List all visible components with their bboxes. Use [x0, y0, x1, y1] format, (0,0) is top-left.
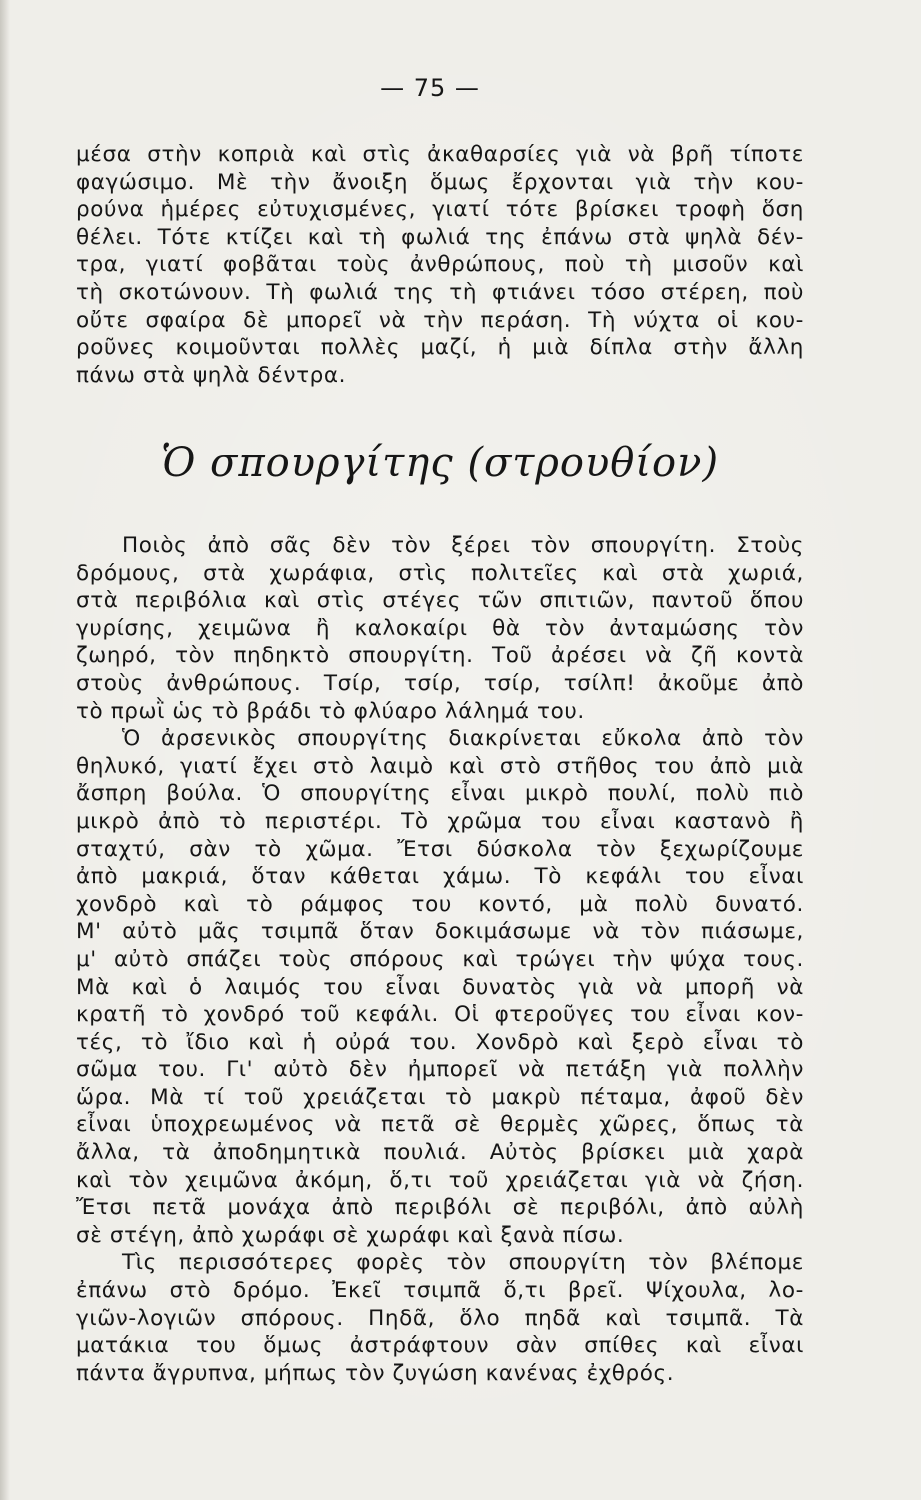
text-line: θηλυκό, γιατί ἔχει στὸ λαιμὸ καὶ στὸ στῆθος του ἀπὸ μιὰ — [76, 753, 804, 779]
text-line: χονδρὸ καὶ τὸ ράμφος του κοντό, μὰ πολὺ δυνατό. — [76, 891, 804, 917]
text-line: ἀπὸ μακριά, ὅταν κάθεται χάμω. Τὸ κεφάλι του εἶναι — [76, 864, 804, 890]
text-line: σὲ στέγη, ἀπὸ χωράφι σὲ χωράφι καὶ ξανὰ πίσω. — [76, 1222, 625, 1248]
text-line: τρα, γιατί φοβᾶται τοὺς ἀνθρώπους, ποὺ τὴ μισοῦν καὶ — [76, 252, 804, 278]
top-paragraph — [76, 141, 804, 389]
text-line: Μ' αὐτὸ μᾶς τσιμπᾶ ὅταν δοκιμάσωμε νὰ τὸν πιάσωμε, — [76, 919, 804, 945]
text-line: ὥρα. Μὰ τί τοῦ χρειάζεται τὸ μακρὺ πέταμα, ἀφοῦ δὲν — [76, 1084, 804, 1110]
text-line: πάντα ἄγρυπνα, μήπως τὸν ζυγώση κανένας ἐχθρός. — [76, 1360, 675, 1386]
text-line: γιῶν-λογιῶν σπόρους. Πηδᾶ, ὅλο πηδᾶ καὶ τσιμπᾶ. Τὰ — [76, 1305, 804, 1331]
text-line: κρατῆ τὸ χονδρό τοῦ κεφάλι. Οἱ φτεροῦγες του εἶναι κον- — [76, 1002, 804, 1028]
text-line: εἶναι ὑποχρεωμένος νὰ πετᾶ σὲ θερμὲς χῶρες, ὅπως τὰ — [76, 1112, 804, 1138]
text-line: τὸ πρωῒ ὡς τὸ βράδι τὸ φλύαρο λάλημά του. — [76, 698, 585, 724]
text-line: σῶμα του. Γι' αὐτὸ δὲν ἠμπορεῖ νὰ πετάξη γιὰ πολλὴν — [76, 1057, 804, 1083]
text-line: γυρίσης, χειμῶνα ἢ καλοκαίρι θὰ τὸν ἀνταμώσης τὸν — [76, 615, 804, 641]
text-line: τές, τὸ ἴδιο καὶ ἡ οὐρά του. Χονδρὸ καὶ ξερὸ εἶναι τὸ — [76, 1029, 804, 1055]
text-line: ρούνα ἡμέρες εὐτυχισμένες, γιατί τότε βρίσκει τροφὴ ὅση — [76, 197, 804, 223]
page-spine-shadow — [0, 0, 10, 1500]
text-line: ἄσπρη βούλα. Ὁ σπουργίτης εἶναι μικρὸ πουλί, πολὺ πιὸ — [76, 781, 804, 807]
text-line: τὴ σκοτώνουν. Τὴ φωλιά της τὴ φτιάνει τόσο στέρεη, ποὺ — [76, 279, 804, 305]
text-line: ζωηρό, τὸν πηδηκτὸ σπουργίτη. Τοῦ ἀρέσει νὰ ζῆ κοντὰ — [76, 643, 804, 669]
page-number: — 75 — — [380, 74, 480, 102]
text-line: ἐπάνω στὸ δρόμο. Ἐκεῖ τσιμπᾶ ὅ,τι βρεῖ. Ψίχουλα, λο- — [76, 1278, 804, 1304]
text-line: πάνω στὰ ψηλὰ δέντρα. — [76, 362, 347, 388]
text-line: Ὁ ἀρσενικὸς σπουργίτης διακρίνεται εὔκολα ἀπὸ τὸν — [122, 726, 804, 752]
text-line: δρόμους, στὰ χωράφια, στὶς πολιτεῖες καὶ στὰ χωριά, — [76, 560, 804, 586]
text-line: οὔτε σφαίρα δὲ μπορεῖ νὰ τὴν περάση. Τὴ νύχτα οἱ κου- — [76, 307, 804, 333]
text-line: Μὰ καὶ ὁ λαιμός του εἶναι δυνατὸς γιὰ νὰ μπορῆ νὰ — [76, 974, 804, 1000]
text-line: ροῦνες κοιμοῦνται πολλὲς μαζί, ἡ μιὰ δίπλα στὴν ἄλλη — [76, 335, 804, 361]
text-line: σταχτύ, σὰν τὸ χῶμα. Ἔτσι δύσκολα τὸν ξεχωρίζουμε — [76, 836, 804, 862]
text-line: μικρὸ ἀπὸ τὸ περιστέρι. Τὸ χρῶμα του εἶναι καστανὸ ἢ — [76, 808, 804, 834]
text-line: στὰ περιβόλια καὶ στὶς στέγες τῶν σπιτιῶν, παντοῦ ὅπου — [76, 588, 804, 614]
text-line: μέσα στὴν κοπριὰ καὶ στὶς ἀκαθαρσίες γιὰ νὰ βρῆ τίποτε — [76, 142, 804, 167]
text-line: στοὺς ἀνθρώπους. Τσίρ, τσίρ, τσίρ, τσίλπ! ἀκοῦμε ἀπὸ — [76, 670, 804, 696]
text-line: ματάκια του ὅμως ἀστράφτουν σὰν σπίθες καὶ εἶναι — [76, 1333, 804, 1359]
text-line: μ' αὐτὸ σπάζει τοὺς σπόρους καὶ τρώγει τὴν ψύχα τους. — [76, 946, 804, 972]
text-line: φαγώσιμο. Μὲ τὴν ἄνοιξη ὅμως ἔρχονται γιὰ τὴν κου- — [76, 169, 804, 195]
section-heading: Ὁ σπουργίτης (στρουθίον) — [160, 440, 720, 486]
text-line: ἄλλα, τὰ ἀποδημητικὰ πουλιά. Αὐτὸς βρίσκει μιὰ χαρὰ — [76, 1140, 804, 1166]
text-line: θέλει. Τότε κτίζει καὶ τὴ φωλιά της ἐπάνω στὰ ψηλὰ δέν- — [76, 224, 804, 250]
text-line: Ποιὸς ἀπὸ σᾶς δὲν τὸν ξέρει τὸν σπουργίτη. Στοὺς — [122, 533, 804, 558]
body-text — [76, 532, 804, 1387]
text-line: Τὶς περισσότερες φορὲς τὸν σπουργίτη τὸν βλέπομε — [122, 1250, 804, 1276]
text-line: καὶ τὸν χειμῶνα ἀκόμη, ὅ,τι τοῦ χρειάζεται γιὰ νὰ ζήση. — [76, 1167, 804, 1193]
text-line: Ἔτσι πετᾶ μονάχα ἀπὸ περιβόλι σὲ περιβόλι, ἀπὸ αὐλὴ — [76, 1195, 804, 1221]
